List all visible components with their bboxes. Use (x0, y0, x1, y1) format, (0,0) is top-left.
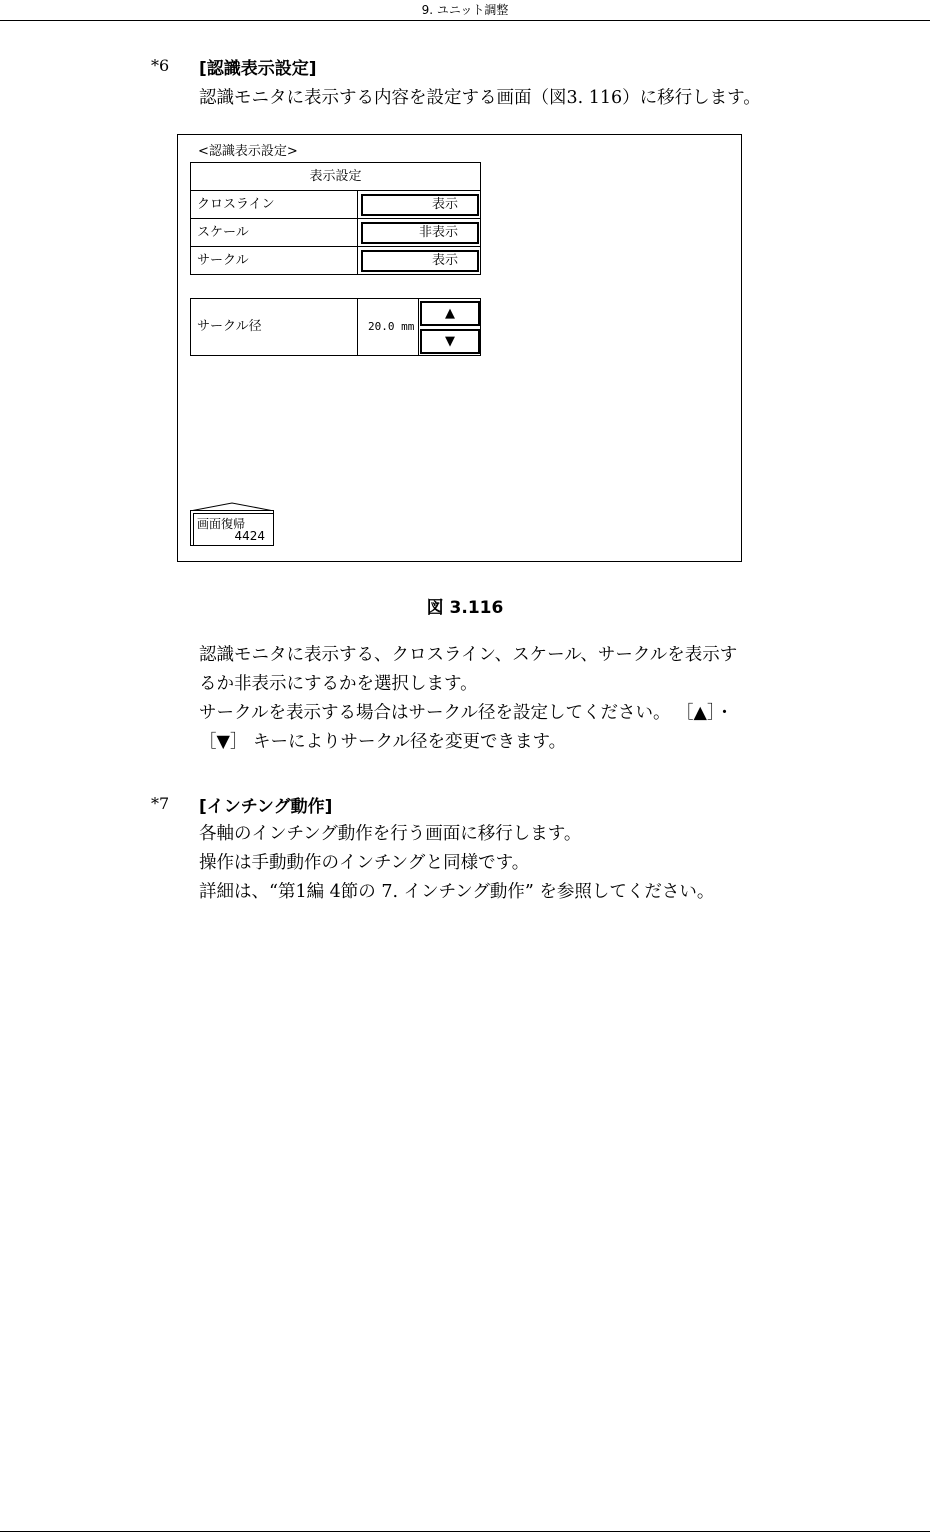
circle-label: サークル (197, 253, 249, 268)
screen-restore-button[interactable] (190, 510, 274, 546)
section-7-title: [インチング動作] (199, 797, 333, 817)
restore-code: 4424 (234, 529, 265, 543)
section-7-body (199, 820, 839, 907)
circle-toggle-button[interactable]: 表示 (361, 250, 479, 272)
scale-label: スケール (197, 225, 249, 240)
screen-title: <認識表示設定> (198, 144, 298, 159)
circle-diameter-value-cell (357, 299, 419, 355)
section-6-number: *6 (151, 56, 170, 75)
circle-value-cell (357, 247, 480, 274)
section-7-line: 詳細は、“第1編 4節の 7. インチング動作” を参照してください。 (199, 882, 715, 902)
display-settings-header: 表示設定 (191, 163, 480, 191)
desc-line: ［▼］ キーによりサークル径を変更できます。 (199, 732, 567, 752)
crossline-toggle-button[interactable]: 表示 (361, 194, 479, 216)
circle-diameter-value: 20.0 mm (368, 320, 415, 333)
section-6-intro (199, 84, 839, 113)
section-6-title: [認識表示設定] (199, 59, 317, 79)
crossline-value-cell (357, 191, 480, 218)
crossline-label: クロスライン (197, 197, 275, 212)
desc-line: るか非表示にするかを選択します。 (199, 674, 478, 694)
figure-description (199, 641, 839, 757)
desc-line: サークルを表示する場合はサークル径を設定してください。 ［▲］・ (199, 703, 734, 723)
setting-row-crossline (191, 191, 480, 219)
setting-row-circle (191, 247, 480, 274)
page-footer-rule (0, 1531, 930, 1532)
section-7-line: 操作は手動動作のインチングと同様です。 (199, 853, 530, 873)
scale-toggle-button[interactable]: 非表示 (361, 222, 479, 244)
display-settings-table (190, 162, 481, 275)
circle-diameter-down-button[interactable]: ▼ (420, 329, 480, 354)
figure-caption: 図 3.116 (426, 598, 504, 618)
circle-diameter-label: サークル径 (197, 319, 262, 334)
restore-label: 画面復帰 (197, 517, 246, 531)
circle-diameter-up-button[interactable]: ▲ (420, 301, 480, 326)
section-6-intro-text: 認識モニタに表示する内容を設定する画面（図3. 116）に移行します。 (199, 88, 761, 108)
section-7-line: 各軸のインチング動作を行う画面に移行します。 (199, 824, 582, 844)
page-header: 9. ユニット調整 (0, 0, 930, 21)
recognition-display-settings-screen (177, 134, 742, 562)
section-7-number: *7 (151, 794, 170, 813)
setting-row-scale (191, 219, 480, 247)
scale-value-cell (357, 219, 480, 246)
desc-line: 認識モニタに表示する、クロスライン、スケール、サークルを表示す (199, 645, 738, 665)
circle-diameter-setting (190, 298, 481, 356)
